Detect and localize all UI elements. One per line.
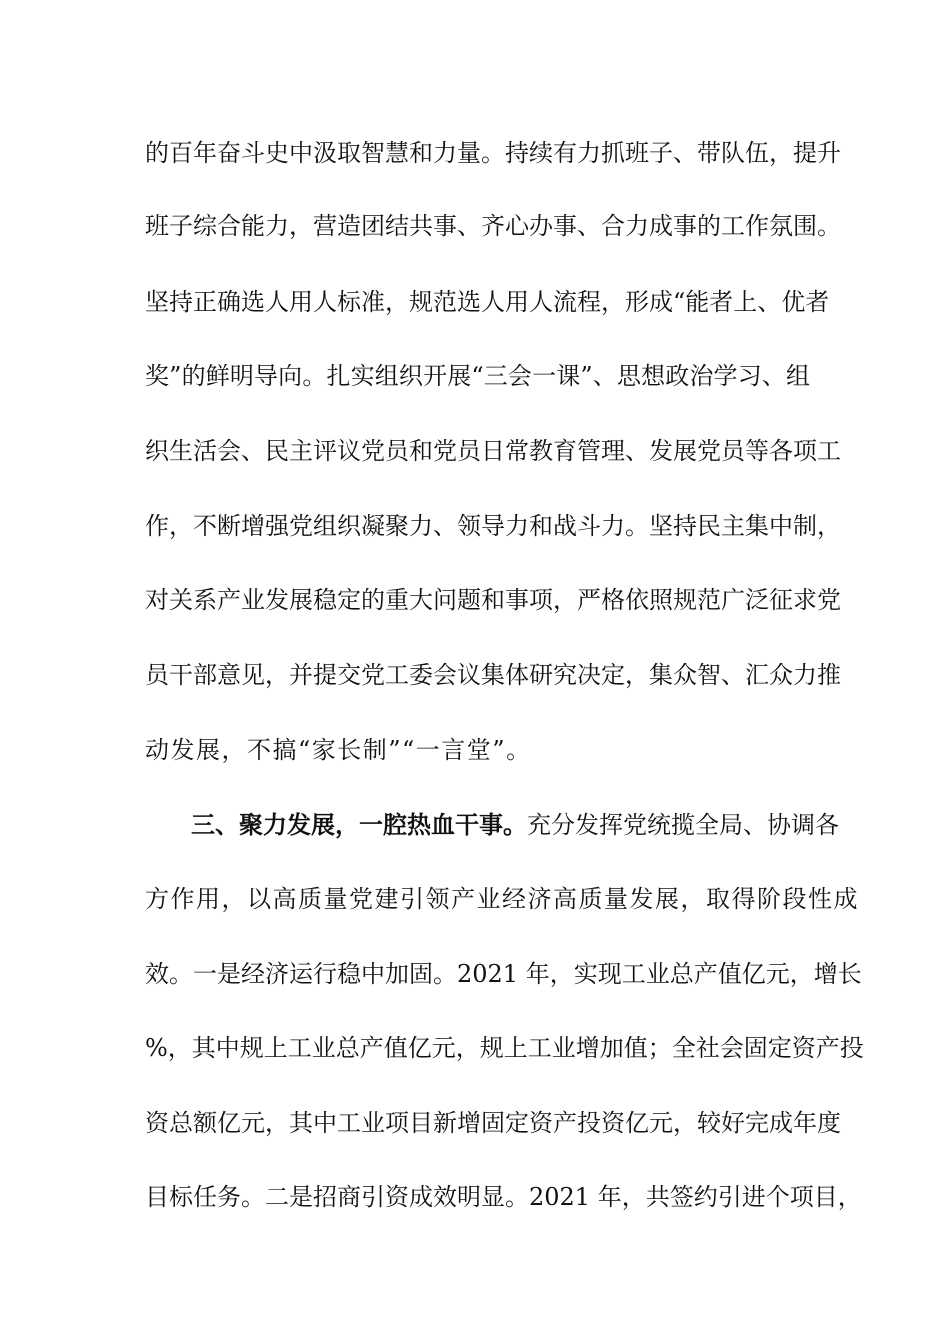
- paragraph-line-1: 的百年奋斗史中汲取智慧和力量。持续有力抓班子、带队伍，提升: [145, 139, 841, 167]
- section-3-first-line-text: 充分发挥党统揽全局、协调各: [527, 811, 839, 839]
- paragraph-line-9: 动发展，不搞“家长制”“一言堂”。: [145, 736, 532, 764]
- section-3-line-3: 效。一是经济运行稳中加固。2021 年，实现工业总产值亿元，增长: [145, 960, 862, 988]
- section-3-line-4: %，其中规上工业总产值亿元，规上工业增加值；全社会固定资产投: [145, 1034, 864, 1062]
- section-3-line-6: 目标任务。二是招商引资成效明显。2021 年，共签约引进个项目，: [145, 1183, 862, 1211]
- paragraph-line-4: 奖”的鲜明导向。扎实组织开展“三会一课”、思想政治学习、组: [145, 362, 810, 390]
- paragraph-line-3: 坚持正确选人用人标准，规范选人用人流程，形成“能者上、优者: [145, 288, 830, 316]
- section-3-line-5: 资总额亿元，其中工业项目新增固定资产投资亿元，较好完成年度: [145, 1109, 841, 1137]
- paragraph-line-2: 班子综合能力，营造团结共事、齐心办事、合力成事的工作氛围。: [145, 212, 841, 240]
- paragraph-line-8: 员干部意见，并提交党工委会议集体研究决定，集众智、汇众力推: [145, 661, 841, 689]
- paragraph-line-6: 作，不断增强党组织凝聚力、领导力和战斗力。坚持民主集中制，: [145, 512, 841, 540]
- section-3-line-2: 方作用，以高质量党建引领产业经济高质量发展，取得阶段性成: [145, 885, 859, 913]
- paragraph-line-7: 对关系产业发展稳定的重大问题和事项，严格依照规范广泛征求党: [145, 586, 841, 614]
- section-3-first-line: [191, 805, 839, 845]
- paragraph-line-5: 织生活会、民主评议党员和党员日常教育管理、发展党员等各项工: [145, 437, 841, 465]
- section-3-heading: 三、聚力发展，一腔热血干事。: [191, 810, 527, 839]
